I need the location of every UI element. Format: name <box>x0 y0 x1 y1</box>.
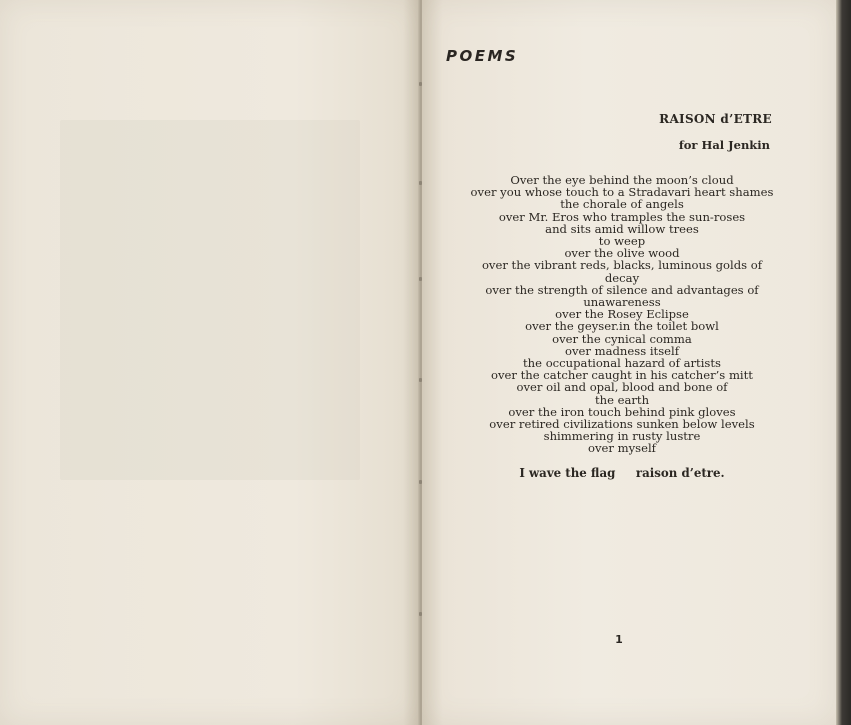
poem-line: over the Rosey Eclipse <box>555 307 689 322</box>
poem-title: RAISON d’ETRE <box>659 112 772 126</box>
poem-line: the chorale of angels <box>560 197 684 212</box>
poem-line: Over the eye behind the moon’s cloud <box>510 173 734 187</box>
poem-line: over the strength of silence and advantages of <box>485 282 759 297</box>
page-number: 1 <box>615 633 623 646</box>
left-page-blank <box>0 0 420 725</box>
poem-line: decay <box>604 270 640 285</box>
poem-line: over the vibrant reds, blacks, luminous golds of <box>481 258 763 273</box>
poem-line: over the catcher caught in his catcher’s mitt <box>491 368 753 383</box>
poem-line: to weep <box>598 234 646 249</box>
section-heading: POEMS <box>446 47 519 65</box>
poem-line: over the olive wood <box>564 246 680 261</box>
poem-line: over madness itself <box>564 343 680 358</box>
show-through-shadow <box>60 120 360 480</box>
poem-line: over Mr. Eros who tramples the sun-roses <box>498 209 746 224</box>
page-edge <box>836 0 851 725</box>
poem-line: over oil and opal, blood and bone of <box>516 380 728 395</box>
poem-line: over retired civilizations sunken below levels <box>489 417 755 432</box>
poem-line: over the cynical comma <box>552 331 692 346</box>
poem-line: the earth <box>594 392 650 407</box>
poem-line: the occupational hazard of artists <box>523 356 721 371</box>
poem-line: over the iron touch behind pink gloves <box>508 404 736 419</box>
poem-dedication: for Hal Jenkin <box>678 138 770 152</box>
poem-lines <box>442 174 802 455</box>
poem-line: over the geyser.in the toilet bowl <box>525 319 719 334</box>
poem-line: shimmering in rusty lustre <box>543 429 701 444</box>
poem-line: unawareness <box>583 295 661 310</box>
poem-line: over myself <box>588 441 656 456</box>
poem-line: and sits amid willow trees <box>545 221 699 236</box>
poem-line: over you whose touch to a Stradavari heart shames <box>470 185 774 200</box>
poem-closing-line: I wave the flag raison d’etre. <box>519 466 725 480</box>
